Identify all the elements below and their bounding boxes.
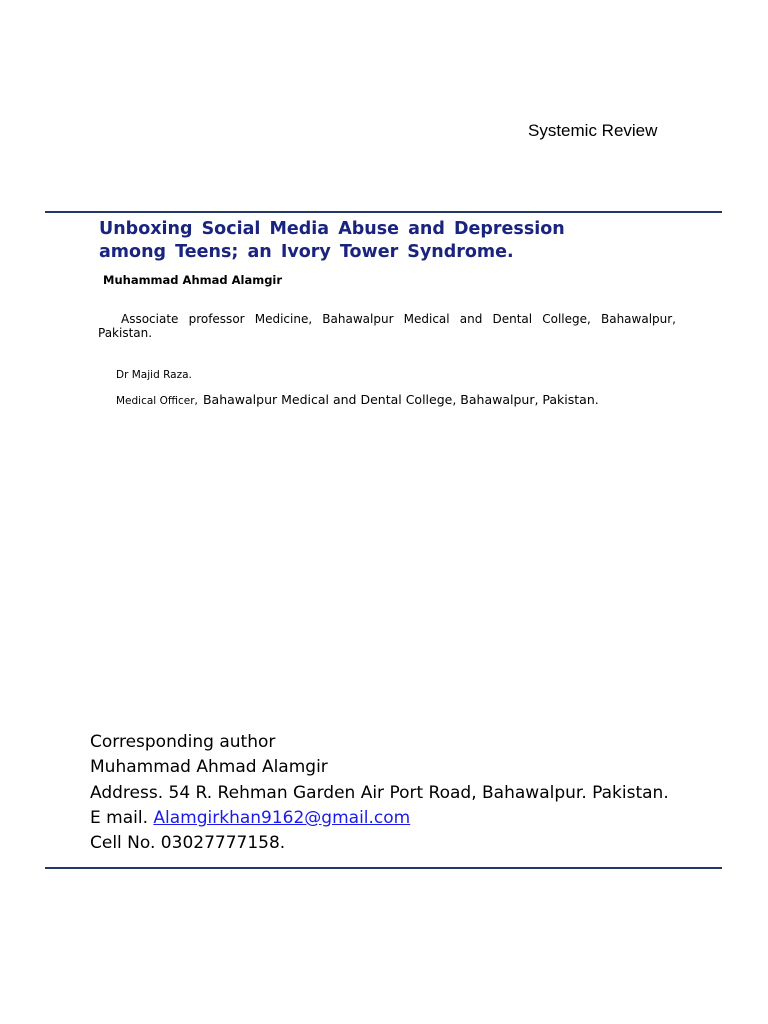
email-label: E mail. (90, 807, 154, 828)
coauthor-name: Dr Majid Raza. (116, 369, 192, 381)
coauthor-affiliation (116, 389, 599, 408)
corresponding-cell: Cell No. 03027777158. (90, 833, 286, 854)
article-title (99, 218, 619, 264)
author-affiliation: Associate professor Medicine, Bahawalpur Medical and Dental College, Bahawalpur, Pakistan. (98, 312, 676, 340)
author-name: Muhammad Ahmad Alamgir (103, 273, 283, 287)
corresponding-author-block (90, 730, 669, 856)
corresponding-heading: Corresponding author (90, 732, 276, 752)
title-line-1: Unboxing Social Media Abuse and Depression (99, 219, 565, 239)
title-line-2: among Teens; an Ivory Tower Syndrome. (99, 242, 514, 262)
coauthor-institution: Bahawalpur Medical and Dental College, Bahawalpur, Pakistan. (202, 392, 599, 407)
article-type-label: Systemic Review (528, 121, 658, 140)
coauthor-role: Medical Officer, (116, 395, 198, 407)
corresponding-address: Address. 54 R. Rehman Garden Air Port Road, Bahawalpur. Pakistan. (90, 782, 669, 803)
corresponding-name: Muhammad Ahmad Alamgir (90, 757, 328, 778)
email-link[interactable]: Alamgirkhan9162@gmail.com (153, 807, 411, 828)
top-divider (45, 211, 722, 213)
corresponding-email-line (90, 806, 669, 831)
bottom-divider (45, 867, 722, 869)
